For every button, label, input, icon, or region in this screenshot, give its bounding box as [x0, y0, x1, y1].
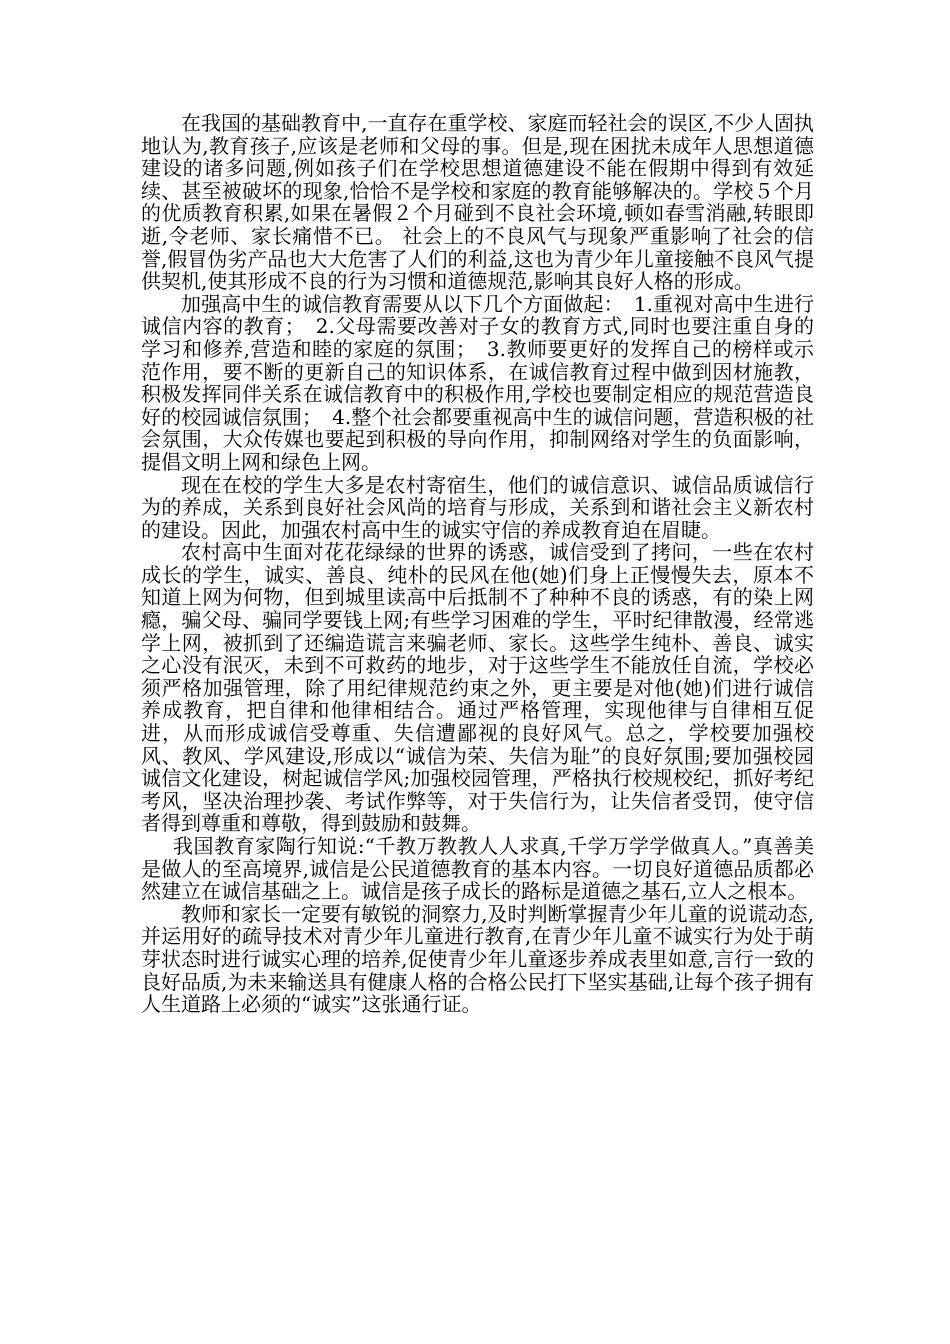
paragraph-1: 在我国的基础教育中,一直存在重学校、家庭而轻社会的误区,不少人固执地认为,教育孩子,应该是老师和父母的事。但是,现在困扰未成年人思想道德建设的诸多问题,例如孩子们在学校思想道德建设不能在假期中得到有效延续、甚至被破坏的现象,恰恰不是学校和家庭的教育能够解决的。学校５个月的优质教育积累,如果在暑假２个月碰到不良社会环境,顿如春雪消融,转眼即逝,令老师、家长痛惜不已。 社会上的不良风气与现象严重影响了社会的信誉,假冒伪劣产品也大大危害了人们的利益,这也为青少年儿童接触不良风气提供契机,使其形成不良的行为习惯和道德规范,影响其良好人格的形成。	[141, 111, 814, 294]
paragraph-3: 现在在校的学生大多是农村寄宿生，他们的诚信意识、诚信品质诚信行为的养成，关系到良好社会风尚的培育与形成，关系到和谐社会主义新农村的建设。因此，加强农村高中生的诚实守信的养成教育迫在眉睫。	[141, 472, 814, 542]
document-page	[141, 112, 814, 1016]
paragraph-5: 我国教育家陶行知说:“千教万教教人人求真,千学万学学做真人。”真善美是做人的至高境界,诚信是公民道德教育的基本内容。一切良好道德品质都必然建立在诚信基础之上。诚信是孩子成长的路标是道德之基石,立人之根本。	[141, 834, 814, 904]
paragraph-4: 农村高中生面对花花绿绿的世界的诱惑，诚信受到了拷问，一些在农村成长的学生，诚实、善良、纯朴的民风在他(她)们身上正慢慢失去，原本不知道上网为何物，但到城里读高中后抵制不了种种不良的诱惑，有的染上网瘾，骗父母、骗同学要钱上网;有些学习困难的学生，平时纪律散漫，经常逃学上网，被抓到了还编造谎言来骗老师、家长。这些学生纯朴、善良、诚实之心没有泯灭，未到不可救药的地步，对于这些学生不能放任自流，学校必须严格加强管理，除了用纪律规范约束之外，更主要是对他(她)们进行诚信养成教育，把自律和他律相结合。通过严格管理，实现他律与自律相互促进，从而形成诚信受尊重、失信遭鄙视的良好风气。总之，学校要加强校风、教风、学风建设,形成以“诚信为荣、失信为耻”的良好氛围;要加强校园诚信文化建设，树起诚信学风;加强校园管理，严格执行校规校纪，抓好考纪考风，坚决治理抄袭、考试作弊等，对于失信行为，让失信者受罚，使守信者得到尊重和尊敬，得到鼓励和鼓舞。	[141, 540, 814, 836]
paragraph-2: 加强高中生的诚信教育需要从以下几个方面做起： 1.重视对高中生进行诚信内容的教育； 2.父母需要改善对子女的教育方式,同时也要注重自身的学习和修养,营造和睦的家庭的氛围； 3.教师要更好的发挥自己的榜样或示范作用，要不断的更新自己的知识体系，在诚信教育过程中做到因材施教，积极发挥同伴关系在诚信教育中的积极作用,学校也要制定相应的规范营造良好的校园诚信氛围； 4.整个社会都要重视高中生的诚信问题，营造积极的社会氛围，大众传媒也要起到积极的导向作用，抑制网络对学生的负面影响，提倡文明上网和绿色上网。	[141, 291, 814, 474]
paragraph-6: 教师和家长一定要有敏锐的洞察力,及时判断掌握青少年儿童的说谎动态,并运用好的疏导技术对青少年儿童进行教育,在青少年儿童不诚实行为处于萌芽状态时进行诚实心理的培养,促使青少年儿童逐步养成表里如意,言行一致的良好品质,为未来输送具有健康人格的合格公民打下坚实基础,让每个孩子拥有人生道路上必须的“诚实”这张通行证。	[141, 901, 814, 1017]
